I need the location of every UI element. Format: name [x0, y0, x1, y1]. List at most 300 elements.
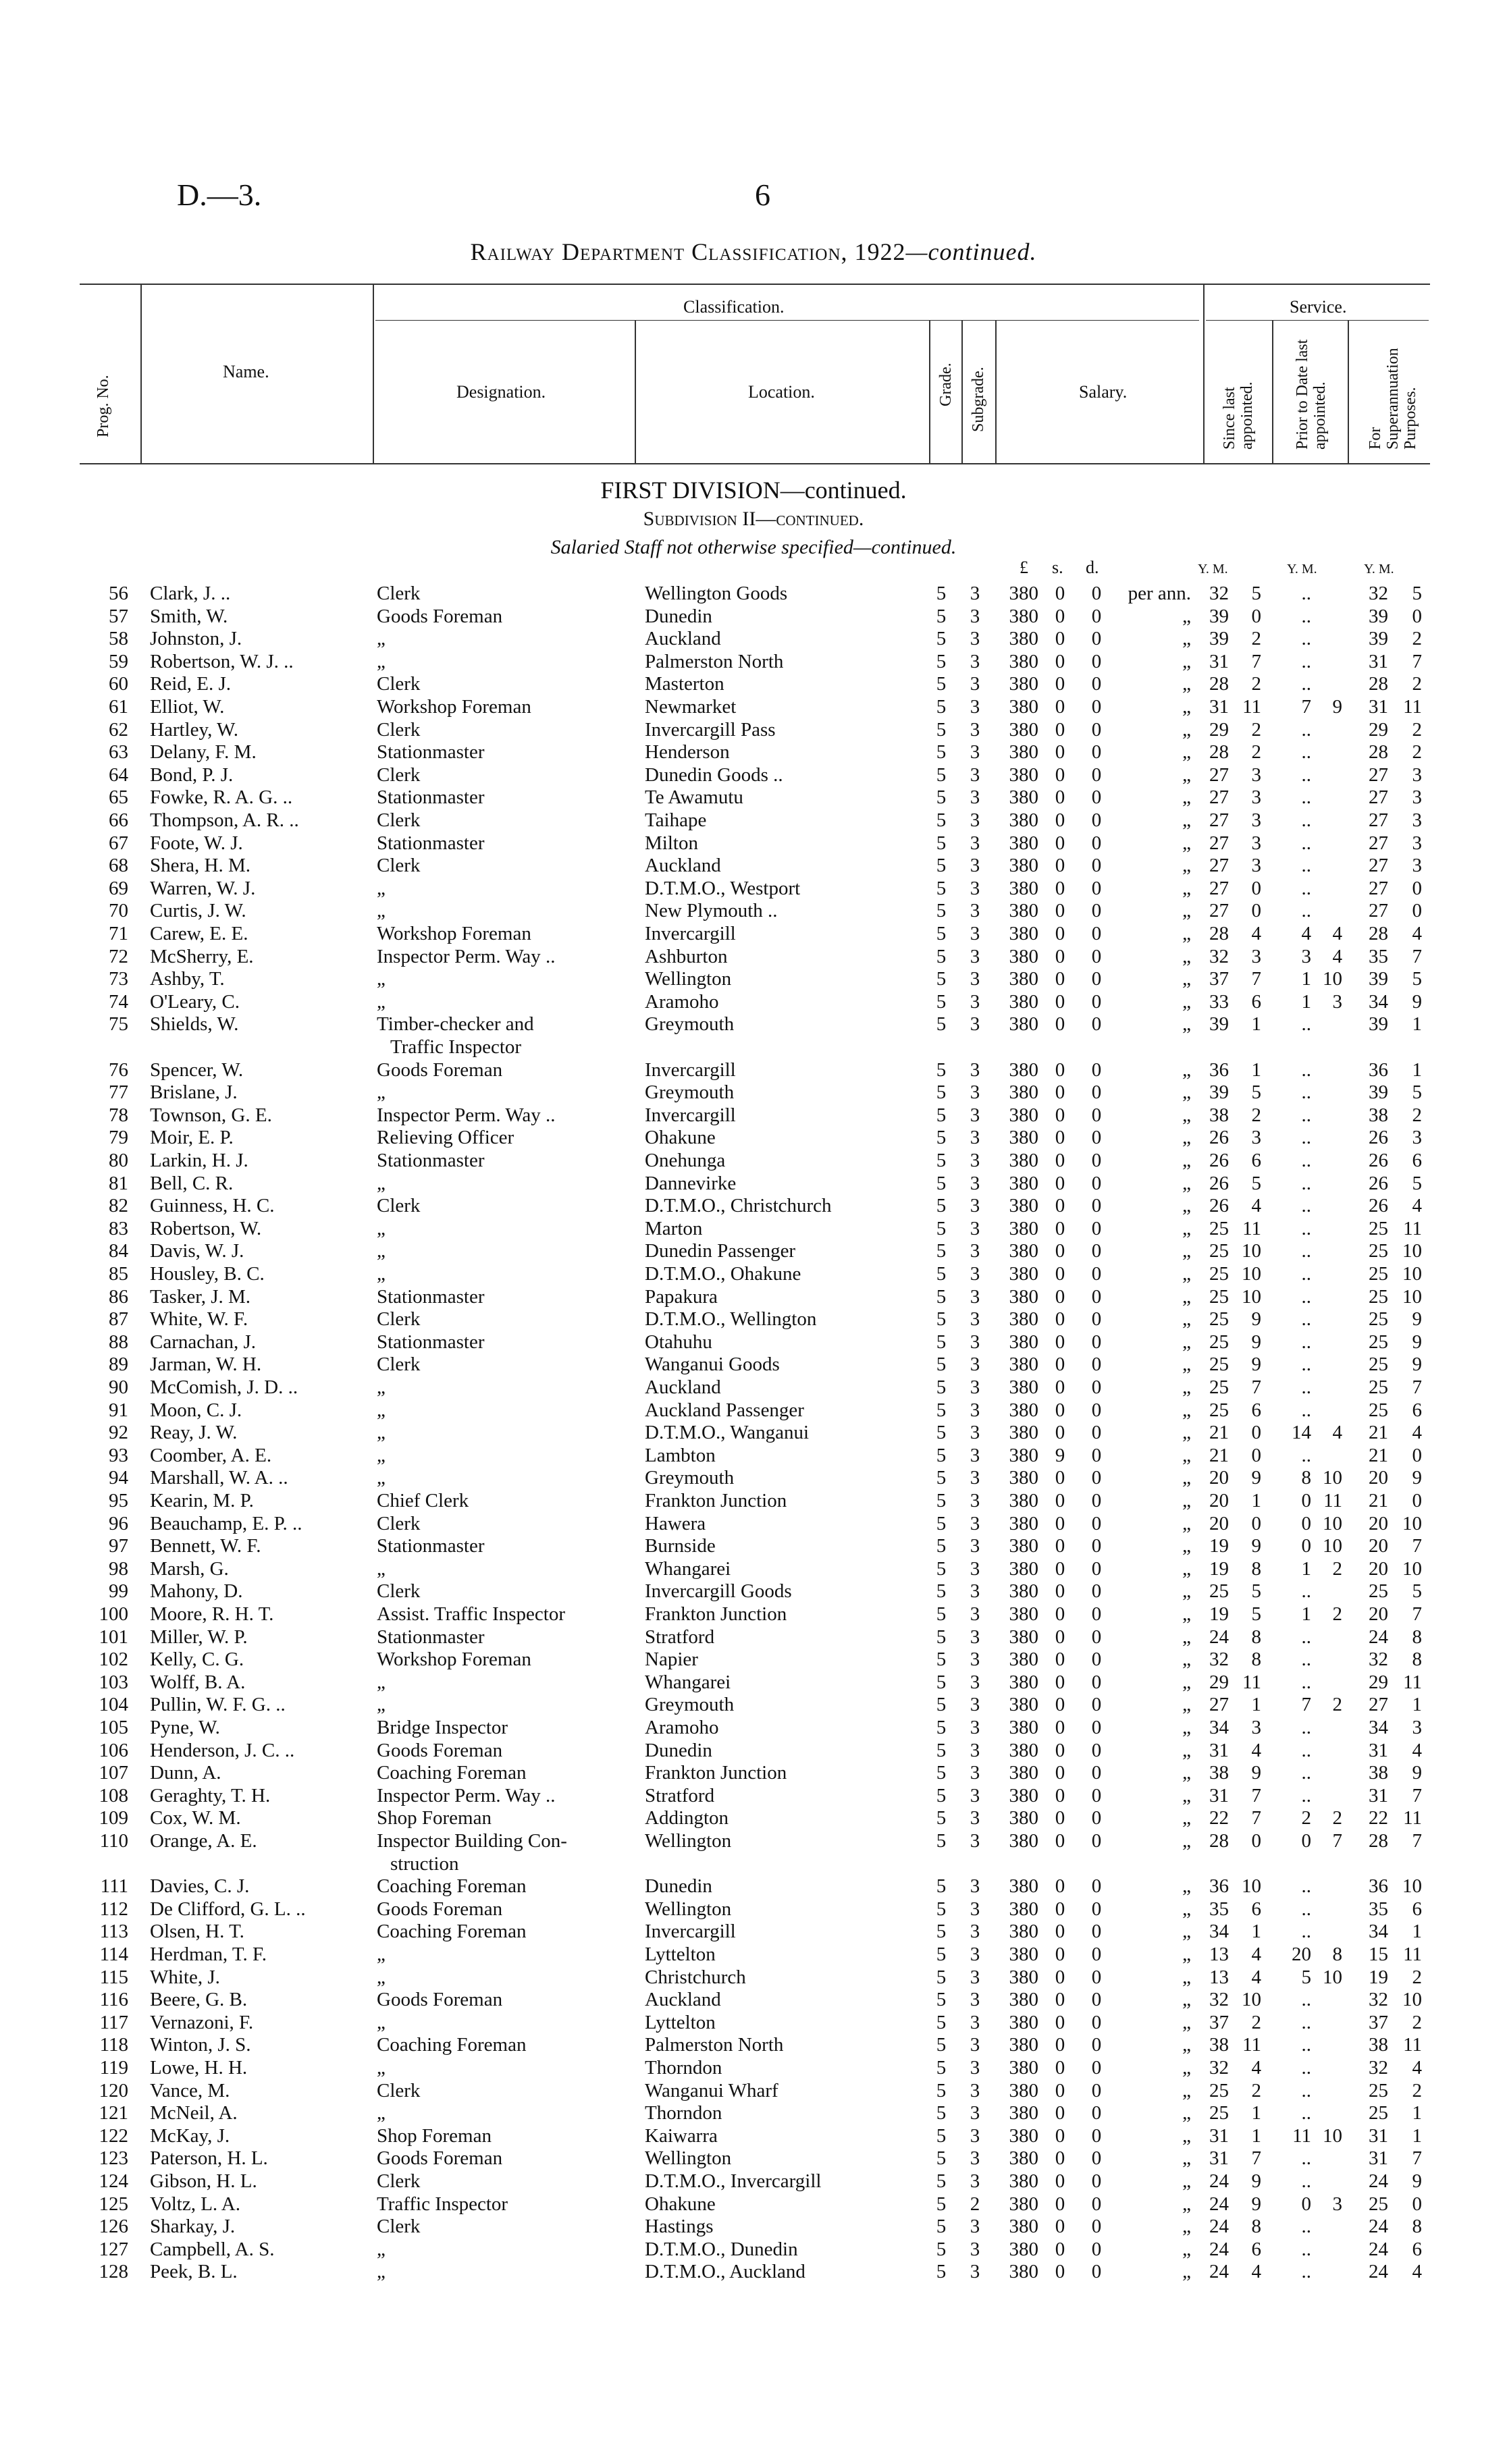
cell-salary-period: „ — [1182, 1762, 1191, 1784]
cell-salary-pounds: 380 — [1009, 1195, 1038, 1217]
cell-since-years: 39 — [1209, 1081, 1229, 1104]
cell-grade: 5 — [936, 1331, 947, 1353]
cell-salary-shillings: 0 — [1055, 1966, 1065, 1988]
cell-salary-period: „ — [1182, 2057, 1191, 2079]
cell-salary-pence: 0 — [1091, 1104, 1102, 1126]
cell-grade: 5 — [936, 877, 947, 899]
cell-salary-shillings: 0 — [1055, 832, 1065, 854]
cell-salary-pounds: 380 — [1009, 2034, 1038, 2056]
cell-prior-years: .. — [1301, 605, 1311, 627]
cell-salary-shillings: 0 — [1055, 1944, 1065, 1965]
cell-location: Dannevirke — [645, 1172, 737, 1194]
cell-salary-period: „ — [1182, 786, 1191, 809]
col-subgrade: Subgrade. — [970, 367, 987, 432]
cell-salary-shillings: 9 — [1055, 1444, 1065, 1466]
cell-grade: 5 — [936, 1717, 947, 1738]
cell-since-months: 9 — [1251, 2170, 1261, 2192]
cell-salary-pounds: 380 — [1009, 1013, 1038, 1036]
cell-salary-period: „ — [1182, 877, 1191, 899]
cell-location: Invercargill — [645, 1059, 736, 1081]
cell-super-years: 34 — [1369, 1921, 1388, 1943]
table-row — [0, 1421, 1507, 1444]
cell-since-months: 11 — [1242, 1671, 1261, 1693]
cell-salary-pence: 0 — [1091, 1217, 1102, 1239]
cell-grade: 5 — [936, 1557, 947, 1580]
cell-super-months: 7 — [1412, 1784, 1422, 1806]
cell-prog-no: 120 — [99, 2079, 128, 2101]
cell-prog-no: 74 — [109, 990, 128, 1013]
cell-since-years: 39 — [1209, 605, 1229, 627]
cell-salary-shillings: 0 — [1055, 2147, 1065, 2170]
cell-designation: Workshop Foreman — [377, 923, 531, 944]
cell-prior-years: .. — [1301, 1762, 1311, 1784]
cell-prior-years: .. — [1301, 2261, 1311, 2283]
cell-salary-shillings: 0 — [1055, 1694, 1065, 1716]
cell-since-months: 0 — [1251, 900, 1261, 922]
cell-grade: 5 — [936, 2238, 947, 2260]
cell-super-years: 29 — [1369, 718, 1388, 741]
cell-salary-period: „ — [1182, 1331, 1191, 1353]
cell-salary-pence: 0 — [1091, 2216, 1102, 2238]
cell-name: Townson, G. E. — [150, 1104, 272, 1126]
table-row — [0, 718, 1507, 741]
cell-subgrade: 3 — [970, 1807, 980, 1829]
cell-salary-pence: 0 — [1091, 1263, 1102, 1285]
table-row — [0, 877, 1507, 900]
cell-subgrade: 3 — [970, 628, 980, 650]
cell-designation: „ — [377, 990, 386, 1013]
cell-prior-years: .. — [1301, 1104, 1311, 1126]
cell-subgrade: 3 — [970, 1376, 980, 1398]
cell-subgrade: 3 — [970, 877, 980, 899]
cell-salary-shillings: 0 — [1055, 809, 1065, 831]
table-row — [0, 1059, 1507, 1081]
cell-super-years: 32 — [1369, 2057, 1388, 2079]
cell-prior-years: .. — [1301, 2147, 1311, 2170]
cell-salary-pence: 0 — [1091, 583, 1102, 604]
cell-since-months: 0 — [1251, 1830, 1261, 1852]
cell-prior-years: .. — [1301, 2034, 1311, 2056]
cell-subgrade: 3 — [970, 1671, 980, 1693]
cell-since-years: 24 — [1209, 2261, 1229, 2283]
cell-subgrade: 3 — [970, 855, 980, 877]
cell-salary-pounds: 380 — [1009, 877, 1038, 899]
cell-since-months: 9 — [1251, 2193, 1261, 2215]
table-row — [0, 990, 1507, 1013]
cell-salary-shillings: 0 — [1055, 923, 1065, 944]
cell-super-years: 20 — [1369, 1557, 1388, 1580]
cell-salary-shillings: 0 — [1055, 1308, 1065, 1331]
cell-super-months: 5 — [1412, 1580, 1422, 1603]
cell-super-years: 31 — [1369, 696, 1388, 718]
cell-super-months: 3 — [1412, 855, 1422, 877]
cell-super-months: 11 — [1403, 1217, 1422, 1239]
cell-designation: Timber-checker and — [377, 1013, 534, 1036]
cell-salary-pounds: 380 — [1009, 1807, 1038, 1829]
cell-salary-shillings: 0 — [1055, 2079, 1065, 2101]
title-main: Railway Department Classification, 1922 — [470, 238, 906, 265]
cell-prog-no: 83 — [109, 1217, 128, 1239]
cell-subgrade: 3 — [970, 1195, 980, 1217]
cell-prog-no: 104 — [99, 1694, 128, 1716]
cell-salary-period: „ — [1182, 2034, 1191, 2056]
cell-location: Ashburton — [645, 945, 728, 967]
cell-salary-period: „ — [1182, 650, 1191, 672]
cell-salary-pounds: 380 — [1009, 1694, 1038, 1716]
table-row — [0, 1716, 1507, 1739]
cell-subgrade: 3 — [970, 2216, 980, 2238]
cell-since-months: 8 — [1251, 1649, 1261, 1671]
staff-heading: Salaried Staff not otherwise specified—continued. — [550, 536, 957, 558]
cell-name: Dunn, A. — [150, 1762, 221, 1784]
cell-salary-shillings: 0 — [1055, 605, 1065, 627]
cell-designation: Stationmaster — [377, 741, 485, 764]
cell-prog-no: 59 — [109, 650, 128, 672]
cell-grade: 5 — [936, 741, 947, 764]
cell-name: Bond, P. J. — [150, 764, 234, 786]
cell-since-months: 8 — [1251, 1626, 1261, 1648]
cell-since-years: 13 — [1209, 1966, 1229, 1988]
cell-salary-pence: 0 — [1091, 2238, 1102, 2260]
cell-salary-pence: 0 — [1091, 1875, 1102, 1898]
cell-location: Thorndon — [645, 2102, 722, 2124]
cell-subgrade: 3 — [970, 1784, 980, 1806]
cell-prog-no: 95 — [109, 1490, 128, 1511]
cell-designation: Clerk — [377, 1354, 421, 1376]
cell-grade: 5 — [936, 605, 947, 627]
cell-designation: „ — [377, 2261, 386, 2283]
cell-salary-period: „ — [1182, 1444, 1191, 1466]
cell-designation: Goods Foreman — [377, 1739, 503, 1761]
cell-salary-pence: 0 — [1091, 832, 1102, 854]
cell-prior-years: .. — [1301, 1059, 1311, 1081]
cell-name: Wolff, B. A. — [150, 1671, 246, 1693]
cell-subgrade: 3 — [970, 583, 980, 604]
cell-prog-no: 82 — [109, 1195, 128, 1217]
unit-ym-super: Y. M. — [1364, 562, 1394, 577]
cell-name: Gibson, H. L. — [150, 2170, 257, 2192]
cell-prior-years: 3 — [1301, 945, 1311, 967]
cell-name: Johnston, J. — [150, 628, 242, 650]
cell-super-years: 25 — [1369, 2102, 1388, 2124]
cell-super-months: 10 — [1402, 1512, 1422, 1534]
cell-prior-years: .. — [1301, 1717, 1311, 1738]
cell-designation: „ — [377, 1172, 386, 1194]
cell-prog-no: 105 — [99, 1717, 128, 1738]
cell-subgrade: 3 — [970, 1150, 980, 1171]
document-code: D.—3. — [177, 178, 262, 212]
cell-subgrade: 3 — [970, 1331, 980, 1353]
unit-pound: £ — [1020, 558, 1028, 577]
cell-salary-period: „ — [1182, 741, 1191, 764]
cell-prior-months: 10 — [1323, 2124, 1342, 2147]
cell-salary-period: „ — [1182, 1557, 1191, 1580]
cell-grade: 5 — [936, 1671, 947, 1693]
cell-super-years: 27 — [1369, 764, 1388, 786]
cell-since-years: 21 — [1209, 1444, 1229, 1466]
cell-salary-pence: 0 — [1091, 2011, 1102, 2033]
cell-salary-pounds: 380 — [1009, 1535, 1038, 1557]
cell-since-years: 31 — [1209, 2124, 1229, 2147]
cell-location: New Plymouth .. — [645, 900, 778, 922]
cell-prior-years: 0 — [1301, 1535, 1311, 1557]
cell-salary-pence: 0 — [1091, 2102, 1102, 2124]
table-row — [0, 2079, 1507, 2102]
cell-salary-pounds: 380 — [1009, 764, 1038, 786]
cell-salary-pounds: 380 — [1009, 2011, 1038, 2033]
cell-subgrade: 3 — [970, 968, 980, 990]
cell-since-months: 4 — [1251, 1195, 1261, 1217]
cell-grade: 5 — [936, 2124, 947, 2147]
cell-salary-pounds: 380 — [1009, 696, 1038, 718]
cell-location: D.T.M.O., Wellington — [645, 1308, 817, 1331]
cell-grade: 5 — [936, 1013, 947, 1036]
cell-super-months: 7 — [1412, 650, 1422, 672]
cell-designation-continued: Traffic Inspector — [390, 1036, 522, 1058]
cell-prog-no: 100 — [99, 1603, 128, 1625]
cell-super-years: 28 — [1369, 923, 1388, 944]
cell-salary-pounds: 380 — [1009, 1944, 1038, 1965]
cell-salary-shillings: 0 — [1055, 1195, 1065, 1217]
cell-designation: „ — [377, 2102, 386, 2124]
cell-since-years: 27 — [1209, 832, 1229, 854]
cell-subgrade: 3 — [970, 990, 980, 1013]
cell-salary-period: „ — [1182, 696, 1191, 718]
cell-salary-period: „ — [1182, 2079, 1191, 2101]
cell-salary-pence: 0 — [1091, 650, 1102, 672]
cell-salary-pounds: 380 — [1009, 1762, 1038, 1784]
cell-since-months: 9 — [1251, 1308, 1261, 1331]
cell-grade: 5 — [936, 1784, 947, 1806]
cell-salary-period: „ — [1182, 1195, 1191, 1217]
cell-salary-pence: 0 — [1091, 1127, 1102, 1149]
cell-grade: 5 — [936, 2102, 947, 2124]
table-row — [0, 1149, 1507, 1172]
cell-super-years: 25 — [1369, 1217, 1388, 1239]
cell-super-years: 38 — [1369, 2034, 1388, 2056]
cell-salary-period: „ — [1182, 1376, 1191, 1398]
cell-salary-shillings: 0 — [1055, 855, 1065, 877]
cell-super-years: 25 — [1369, 1580, 1388, 1603]
cell-prog-no: 98 — [109, 1557, 128, 1580]
cell-salary-shillings: 0 — [1055, 1376, 1065, 1398]
cell-since-years: 28 — [1209, 741, 1229, 764]
cell-prog-no: 84 — [109, 1240, 128, 1262]
cell-prog-no: 60 — [109, 673, 128, 695]
unit-ym-since: Y. M. — [1198, 562, 1228, 577]
cell-super-months: 3 — [1412, 809, 1422, 831]
cell-since-years: 25 — [1209, 1331, 1229, 1353]
cell-salary-pounds: 380 — [1009, 1784, 1038, 1806]
cell-grade: 5 — [936, 673, 947, 695]
cell-grade: 5 — [936, 1694, 947, 1716]
cell-since-months: 7 — [1251, 1376, 1261, 1398]
cell-salary-pounds: 380 — [1009, 1217, 1038, 1239]
cell-super-months: 6 — [1412, 1399, 1422, 1421]
cell-super-months: 5 — [1412, 1172, 1422, 1194]
cell-salary-shillings: 0 — [1055, 1557, 1065, 1580]
cell-name: Foote, W. J. — [150, 832, 243, 854]
cell-salary-pence: 0 — [1091, 1376, 1102, 1398]
cell-super-years: 20 — [1369, 1603, 1388, 1625]
cell-name: McComish, J. D. .. — [150, 1376, 298, 1398]
cell-prog-no: 94 — [109, 1467, 128, 1489]
cell-salary-pence: 0 — [1091, 1308, 1102, 1331]
cell-subgrade: 3 — [970, 718, 980, 741]
cell-grade: 5 — [936, 923, 947, 944]
cell-salary-shillings: 0 — [1055, 764, 1065, 786]
cell-super-years: 24 — [1369, 2170, 1388, 2192]
table-row — [0, 1875, 1507, 1898]
cell-since-years: 27 — [1209, 877, 1229, 899]
table-row — [0, 1898, 1507, 1921]
cell-designation: Inspector Perm. Way .. — [377, 1104, 556, 1126]
table-row — [0, 899, 1507, 922]
cell-since-months: 10 — [1242, 1285, 1261, 1308]
cell-grade: 5 — [936, 1603, 947, 1625]
cell-salary-pounds: 380 — [1009, 1830, 1038, 1852]
cell-subgrade: 3 — [970, 1580, 980, 1603]
cell-prog-no: 121 — [99, 2102, 128, 2124]
cell-subgrade: 3 — [970, 923, 980, 944]
cell-grade: 5 — [936, 1285, 947, 1308]
cell-salary-shillings: 0 — [1055, 2216, 1065, 2238]
cell-super-years: 37 — [1369, 2011, 1388, 2033]
cell-since-years: 35 — [1209, 1898, 1229, 1920]
cell-since-months: 4 — [1251, 923, 1261, 944]
cell-prog-no: 101 — [99, 1626, 128, 1648]
table-row — [0, 1081, 1507, 1104]
cell-prog-no: 67 — [109, 832, 128, 854]
cell-salary-pounds: 380 — [1009, 1263, 1038, 1285]
cell-since-months: 9 — [1251, 1467, 1261, 1489]
cell-since-months: 3 — [1251, 1127, 1261, 1149]
cell-since-months: 4 — [1251, 1966, 1261, 1988]
cell-super-months: 9 — [1412, 1331, 1422, 1353]
cell-since-years: 25 — [1209, 1580, 1229, 1603]
cell-salary-period: „ — [1182, 809, 1191, 831]
cell-grade: 5 — [936, 2057, 947, 2079]
cell-subgrade: 3 — [970, 1059, 980, 1081]
cell-grade: 5 — [936, 1898, 947, 1920]
cell-designation: „ — [377, 2238, 386, 2260]
cell-salary-shillings: 0 — [1055, 1059, 1065, 1081]
cell-grade: 5 — [936, 1739, 947, 1761]
cell-salary-pounds: 380 — [1009, 1240, 1038, 1262]
cell-designation: „ — [377, 1376, 386, 1398]
cell-prior-years: .. — [1301, 877, 1311, 899]
cell-name: Thompson, A. R. .. — [150, 809, 299, 831]
cell-since-years: 25 — [1209, 1354, 1229, 1376]
cell-designation: „ — [377, 2057, 386, 2079]
cell-prior-years: .. — [1301, 1263, 1311, 1285]
cell-prior-years: .. — [1301, 1240, 1311, 1262]
cell-salary-period: „ — [1182, 628, 1191, 650]
cell-salary-pounds: 380 — [1009, 832, 1038, 854]
table-row — [0, 2056, 1507, 2079]
table-row — [0, 1920, 1507, 1943]
cell-super-years: 25 — [1369, 1354, 1388, 1376]
cell-salary-shillings: 0 — [1055, 1263, 1065, 1285]
cell-super-months: 9 — [1412, 2170, 1422, 2192]
cell-prior-years: .. — [1301, 2079, 1311, 2101]
cell-super-years: 25 — [1369, 1285, 1388, 1308]
cell-salary-pence: 0 — [1091, 945, 1102, 967]
cell-grade: 5 — [936, 1354, 947, 1376]
cell-salary-shillings: 0 — [1055, 1580, 1065, 1603]
cell-since-months: 3 — [1251, 764, 1261, 786]
cell-designation: Bridge Inspector — [377, 1717, 508, 1738]
cell-prior-years: .. — [1301, 2102, 1311, 2124]
table-row — [0, 1466, 1507, 1489]
cell-prog-no: 81 — [109, 1172, 128, 1194]
cell-name: Clark, J. .. — [150, 583, 231, 604]
cell-salary-pence: 0 — [1091, 1694, 1102, 1716]
cell-super-years: 29 — [1369, 1671, 1388, 1693]
cell-salary-shillings: 0 — [1055, 718, 1065, 741]
cell-salary-period: „ — [1182, 968, 1191, 990]
cell-salary-pounds: 380 — [1009, 968, 1038, 990]
cell-salary-shillings: 0 — [1055, 990, 1065, 1013]
cell-super-months: 0 — [1412, 1444, 1422, 1466]
cell-prior-months: 3 — [1332, 2193, 1342, 2215]
cell-salary-pence: 0 — [1091, 1580, 1102, 1603]
cell-since-months: 9 — [1251, 1354, 1261, 1376]
cell-prog-no: 76 — [109, 1059, 128, 1081]
cell-name: Herdman, T. F. — [150, 1944, 267, 1965]
cell-prior-years: 1 — [1301, 1603, 1311, 1625]
cell-super-months: 11 — [1403, 696, 1422, 718]
cell-prior-years: .. — [1301, 718, 1311, 741]
division-heading: FIRST DIVISION—continued. — [600, 477, 907, 504]
cell-prior-months: 7 — [1332, 1830, 1342, 1852]
cell-designation: Goods Foreman — [377, 1059, 503, 1081]
cell-prog-no: 91 — [109, 1399, 128, 1421]
cell-prog-no: 118 — [99, 2034, 128, 2056]
cell-since-months: 0 — [1251, 877, 1261, 899]
table-row — [0, 2033, 1507, 2056]
col-classification: Classification. — [683, 297, 785, 317]
col-location: Location. — [748, 382, 815, 402]
table-row — [0, 922, 1507, 945]
cell-grade: 5 — [936, 1127, 947, 1149]
cell-super-years: 32 — [1369, 583, 1388, 604]
cell-super-years: 25 — [1369, 1263, 1388, 1285]
cell-grade: 5 — [936, 1535, 947, 1557]
cell-super-months: 2 — [1412, 1104, 1422, 1126]
cell-since-years: 29 — [1209, 718, 1229, 741]
cell-since-years: 19 — [1209, 1603, 1229, 1625]
cell-super-years: 26 — [1369, 1172, 1388, 1194]
cell-designation: „ — [377, 1694, 386, 1716]
cell-name: Olsen, H. T. — [150, 1921, 244, 1943]
cell-prog-no: 71 — [109, 923, 128, 944]
cell-super-years: 34 — [1369, 990, 1388, 1013]
cell-location: Auckland Passenger — [645, 1399, 804, 1421]
cell-prior-years: .. — [1301, 764, 1311, 786]
cell-salary-pounds: 380 — [1009, 945, 1038, 967]
cell-since-years: 20 — [1209, 1512, 1229, 1534]
cell-salary-shillings: 0 — [1055, 1490, 1065, 1511]
cell-since-months: 3 — [1251, 832, 1261, 854]
col-name: Name. — [223, 362, 269, 381]
cell-super-years: 34 — [1369, 1717, 1388, 1738]
cell-since-months: 2 — [1251, 741, 1261, 764]
cell-salary-pounds: 380 — [1009, 1557, 1038, 1580]
cell-prog-no: 128 — [99, 2261, 128, 2283]
cell-salary-period: „ — [1182, 923, 1191, 944]
cell-since-months: 2 — [1251, 2011, 1261, 2033]
